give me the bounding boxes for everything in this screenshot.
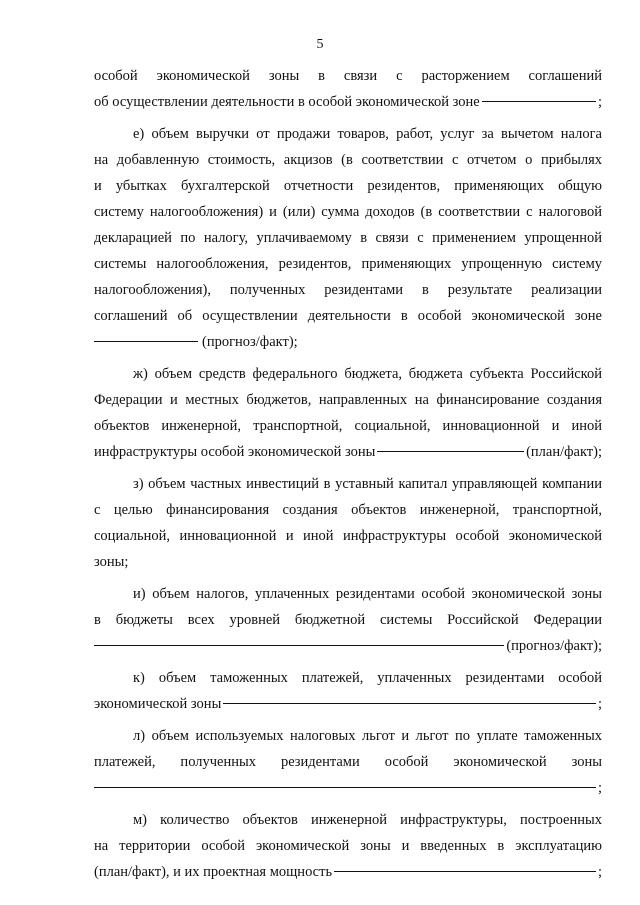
text-fragment: ; (597, 780, 602, 796)
text-fragment: ; (597, 864, 602, 880)
paragraph-zone-termination (94, 63, 602, 115)
text-fragment: ; (597, 94, 602, 110)
text-line: налогообложения), полученных резидентами в результате реализации (94, 282, 602, 298)
text-line: е) объем выручки от продажи товаров, работ, услуг за вычетом налога (133, 126, 602, 142)
blank-fill-line (94, 787, 596, 788)
text-fragment: (прогноз/факт); (202, 334, 298, 350)
text-line: объектов инженерной, транспортной, социальной, инновационной и иной (94, 418, 602, 434)
text-line: и) объем налогов, уплаченных резидентами особой экономической зоны (133, 586, 602, 602)
paragraph-e-revenue (94, 121, 602, 355)
text-line: на территории особой экономической зоны и введенных в эксплуатацию (94, 838, 602, 854)
paragraph-i-taxes-paid (94, 581, 602, 659)
blank-fill-line (334, 871, 596, 872)
text-line (94, 691, 602, 717)
text-fragment: (прогноз/факт); (506, 638, 602, 654)
text-line (94, 89, 602, 115)
text-line (94, 329, 602, 355)
blank-fill-line (223, 703, 596, 704)
blank-fill-line (94, 645, 504, 646)
text-line: и убытках бухгалтерской отчетности резидентов, применяющих общую (94, 178, 602, 194)
text-line: ж) объем средств федерального бюджета, бюджета субъекта Российской (133, 366, 602, 382)
text-fragment: (план/факт); (526, 444, 602, 460)
paragraph-z-private-investment (94, 471, 602, 575)
text-line: Федерации и местных бюджетов, направленных на финансирование создания (94, 392, 602, 408)
document-body (94, 63, 602, 891)
page-number: 5 (316, 37, 324, 52)
blank-fill-line (482, 101, 596, 102)
blank-fill-line (94, 341, 198, 342)
text-line: з) объем частных инвестиций в уставный капитал управляющей компании (133, 476, 602, 492)
paragraph-zh-budget-funds (94, 361, 602, 465)
text-fragment: (план/факт), и их проектная мощность (94, 864, 333, 880)
text-fragment: ; (597, 696, 602, 712)
paragraph-k-customs-payments (94, 665, 602, 717)
text-line: особой экономической зоны в связи с расторжением соглашений (94, 68, 602, 84)
text-line: на добавленную стоимость, акцизов (в соответствии с отчетом о прибылях (94, 152, 602, 168)
text-line: декларацией по налогу, уплачиваемому в связи с применением упрощенной (94, 230, 602, 246)
text-line: платежей, полученных резидентами особой экономической зоны (94, 754, 602, 770)
text-fragment: экономической зоны (94, 696, 222, 712)
paragraph-m-infrastructure-objects (94, 807, 602, 885)
text-line (94, 859, 602, 885)
text-line (94, 775, 602, 801)
blank-fill-line (377, 451, 524, 452)
text-line (94, 633, 602, 659)
text-line: системы налогообложения, резидентов, применяющих упрощенную систему (94, 256, 602, 272)
text-fragment: об осуществлении деятельности в особой экономической зоне (94, 94, 480, 110)
text-line: соглашений об осуществлении деятельности в особой экономической зоне (94, 308, 602, 324)
text-fragment: инфраструктуры особой экономической зоны (94, 444, 376, 460)
text-line: в бюджеты всех уровней бюджетной системы Российской Федерации (94, 612, 602, 628)
text-line: м) количество объектов инженерной инфраструктуры, построенных (133, 812, 602, 828)
text-line: к) объем таможенных платежей, уплаченных резидентами особой (133, 670, 602, 686)
text-line (94, 439, 602, 465)
text-line: социальной, инновационной и иной инфраструктуры особой экономической (94, 528, 602, 544)
text-line: систему налогообложения) и (или) сумма доходов (в соответствии с налоговой (94, 204, 602, 220)
text-line: с целью финансирования создания объектов инженерной, транспортной, (94, 502, 602, 518)
paragraph-l-tax-benefits (94, 723, 602, 801)
text-line: л) объем используемых налоговых льгот и льгот по уплате таможенных (133, 728, 602, 744)
text-line: зоны; (94, 554, 129, 570)
